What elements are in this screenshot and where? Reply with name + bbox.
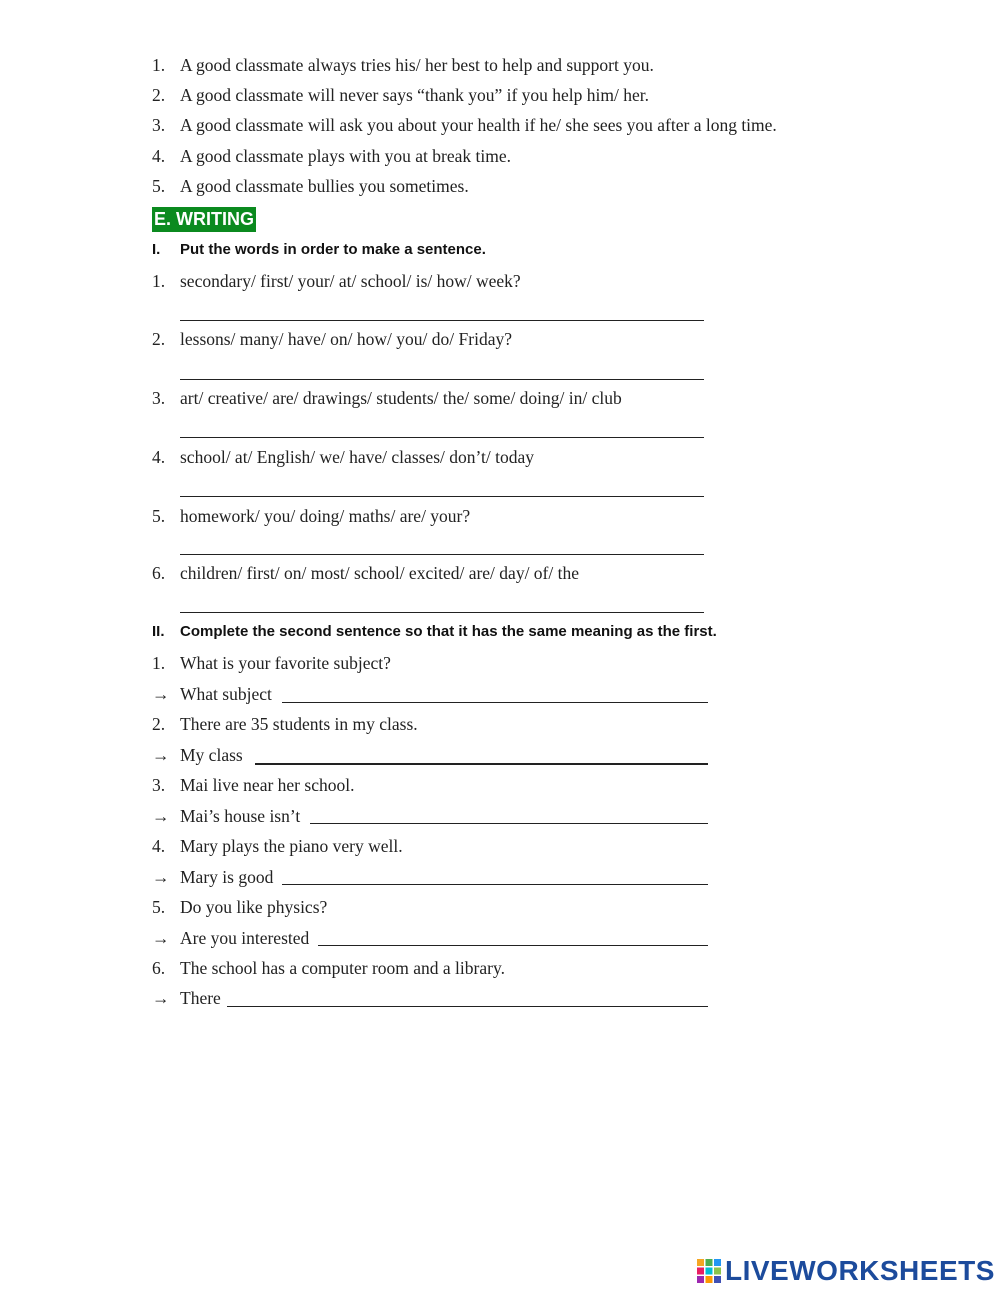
scrambled-words: art/ creative/ are/ drawings/ students/ the/ some/ doing/ in/ club bbox=[180, 388, 622, 408]
answer-line[interactable] bbox=[180, 320, 704, 321]
statement-text: A good classmate always tries his/ her best to help and support you. bbox=[180, 55, 654, 75]
original-sentence: There are 35 students in my class. bbox=[180, 714, 418, 734]
scrambled-words: school/ at/ English/ we/ have/ classes/ don’t/ today bbox=[180, 447, 534, 467]
part1-heading: Put the words in order to make a sentence. bbox=[180, 241, 486, 258]
item-number: 6. bbox=[152, 563, 166, 583]
item-number: 6. bbox=[152, 958, 166, 978]
rewrite-prompt: Are you interested bbox=[180, 928, 310, 948]
arrow-icon: → bbox=[152, 684, 170, 704]
answer-line[interactable] bbox=[227, 1006, 708, 1007]
answer-line[interactable] bbox=[180, 554, 704, 555]
answer-line[interactable] bbox=[180, 379, 704, 380]
part1-heading-number: I. bbox=[152, 241, 161, 258]
liveworksheets-logo-icon bbox=[697, 1259, 721, 1283]
item-number: 3. bbox=[152, 388, 166, 408]
item-number: 2. bbox=[152, 714, 166, 734]
original-sentence: Do you like physics? bbox=[180, 897, 328, 917]
original-sentence: Mai live near her school. bbox=[180, 775, 355, 795]
original-sentence: Mary plays the piano very well. bbox=[180, 836, 403, 856]
arrow-icon: → bbox=[152, 988, 170, 1008]
part2-heading-number: II. bbox=[152, 623, 165, 640]
rewrite-prompt: Mary is good bbox=[180, 867, 274, 887]
statement-text: A good classmate plays with you at break time. bbox=[180, 146, 511, 166]
arrow-icon: → bbox=[152, 867, 170, 887]
rewrite-prompt: What subject bbox=[180, 684, 272, 704]
rewrite-prompt: Mai’s house isn’t bbox=[180, 806, 301, 826]
scrambled-words: lessons/ many/ have/ on/ how/ you/ do/ Friday? bbox=[180, 329, 512, 349]
item-number: 3. bbox=[152, 775, 166, 795]
original-sentence: What is your favorite subject? bbox=[180, 653, 391, 673]
statement-number: 4. bbox=[152, 146, 166, 166]
statement-text: A good classmate will ask you about your health if he/ she sees you after a long time. bbox=[180, 115, 777, 135]
answer-line[interactable] bbox=[180, 612, 704, 613]
answer-line[interactable] bbox=[180, 496, 704, 497]
statement-text: A good classmate bullies you sometimes. bbox=[180, 176, 469, 196]
rewrite-prompt: There bbox=[180, 988, 221, 1008]
scrambled-words: homework/ you/ doing/ maths/ are/ your? bbox=[180, 506, 471, 526]
answer-line[interactable] bbox=[310, 823, 708, 824]
statement-number: 2. bbox=[152, 85, 166, 105]
liveworksheets-logo bbox=[697, 1256, 995, 1286]
scrambled-words: children/ first/ on/ most/ school/ excited/ are/ day/ of/ the bbox=[180, 563, 579, 583]
item-number: 2. bbox=[152, 329, 166, 349]
part2-heading: Complete the second sentence so that it has the same meaning as the first. bbox=[180, 623, 717, 640]
statement-text: A good classmate will never says “thank you” if you help him/ her. bbox=[180, 85, 649, 105]
statement-number: 3. bbox=[152, 115, 166, 135]
item-number: 4. bbox=[152, 836, 166, 856]
answer-line[interactable] bbox=[318, 945, 708, 946]
arrow-icon: → bbox=[152, 928, 170, 948]
answer-line[interactable] bbox=[282, 884, 708, 885]
section-heading-writing: E. WRITING bbox=[152, 207, 256, 232]
scrambled-words: secondary/ first/ your/ at/ school/ is/ how/ week? bbox=[180, 271, 521, 291]
original-sentence: The school has a computer room and a library. bbox=[180, 958, 505, 978]
answer-line[interactable] bbox=[282, 702, 708, 703]
item-number: 1. bbox=[152, 271, 166, 291]
rewrite-prompt: My class bbox=[180, 745, 243, 765]
statement-number: 5. bbox=[152, 176, 166, 196]
answer-line[interactable] bbox=[255, 763, 708, 765]
logo-text: LIVEWORKSHEETS bbox=[725, 1255, 995, 1286]
arrow-icon: → bbox=[152, 745, 170, 765]
statement-number: 1. bbox=[152, 55, 166, 75]
arrow-icon: → bbox=[152, 806, 170, 826]
item-number: 5. bbox=[152, 897, 166, 917]
answer-line[interactable] bbox=[180, 437, 704, 438]
item-number: 1. bbox=[152, 653, 166, 673]
item-number: 5. bbox=[152, 506, 166, 526]
item-number: 4. bbox=[152, 447, 166, 467]
